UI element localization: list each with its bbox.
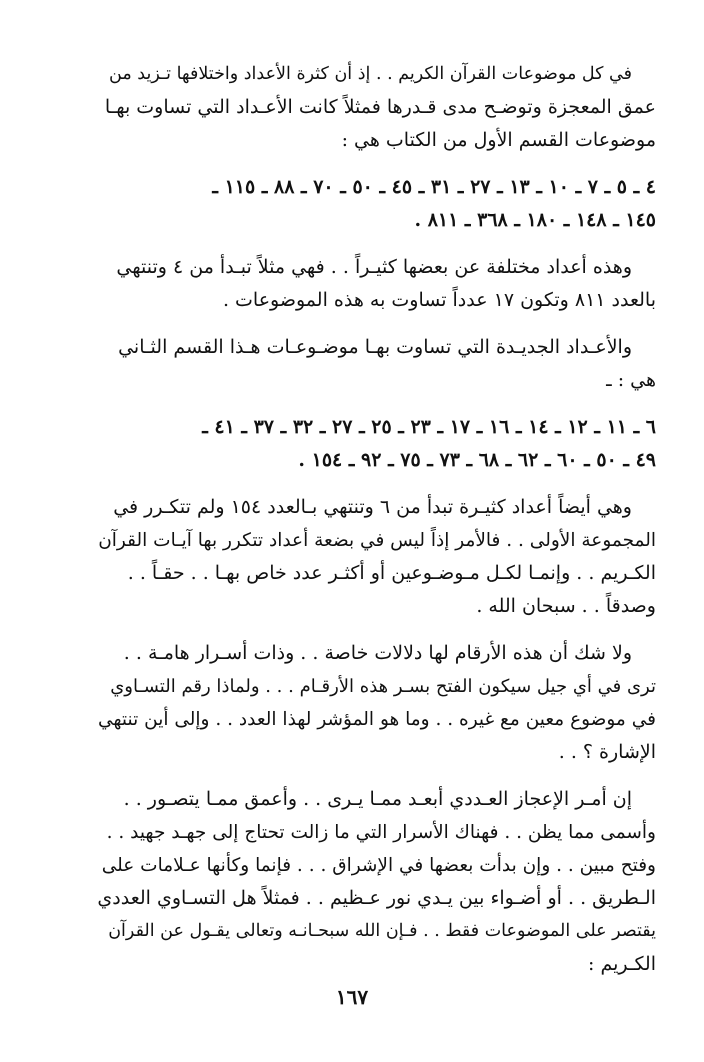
- text-line: الكـريم :: [588, 953, 656, 975]
- paragraph-second-analysis: [96, 491, 656, 623]
- paragraph-numerical-miracle: [96, 783, 656, 981]
- document-page: [96, 58, 656, 1048]
- number-line: ٦ ـ ١١ ـ ١٢ ـ ١٤ ـ ١٦ ـ ١٧ ـ ٢٣ ـ ٢٥ ـ ٢٧ ـ ٣٢ ـ ٣٧ ـ ٤١ ـ: [202, 416, 656, 438]
- number-line: ١٤٥ ـ ١٤٨ ـ ١٨٠ ـ ٣٦٨ ـ ٨١١ .: [414, 209, 656, 231]
- text-line: والأعـداد الجديـدة التي تساوت بهـا موضـوعـات هـذا القسم الثـاني: [118, 336, 632, 358]
- number-list-first-section: [96, 171, 656, 237]
- text-line: ولا شك أن هذه الأرقام لها دلالات خاصة . . وذات أسـرار هامـة . .: [123, 642, 632, 664]
- number-line: ٤٩ ـ ٥٠ ـ ٦٠ ـ ٦٢ ـ ٦٨ ـ ٧٣ ـ ٧٥ ـ ٩٢ ـ ١٥٤ .: [298, 449, 656, 471]
- text-line: عمق المعجزة وتوضـح مدى قـدرها فمثلاً كانت الأعـداد التي تساوت بهـا: [104, 96, 656, 118]
- text-line: بالعدد ٨١١ وتكون ١٧ عدداً تساوت به هذه الموضوعات .: [222, 289, 656, 311]
- text-line: في موضوع معين مع غيره . . وما هو المؤشر لهذا العدد . . وإلى أين تنتهي: [97, 709, 656, 730]
- text-line: وهذه أعداد مختلفة عن بعضها كثيـراً . . فهي مثلاً تبـدأ من ٤ وتنتهي: [116, 256, 632, 278]
- paragraph-second-section-intro: [96, 331, 656, 397]
- text-line: في كل موضوعات القرآن الكريم . . إذ أن كثرة الأعداد واختلافها تـزيد من: [109, 64, 632, 84]
- number-list-second-section: [96, 411, 656, 477]
- text-line: الكـريم . . وإنمـا لكـل مـوضـوعين أو أكثـر عدد خاص بهـا . . حقـاً . .: [127, 562, 656, 584]
- page-number: ١٦٧: [335, 985, 369, 1009]
- text-line: إن أمـر الإعجاز العـددي أبعـد ممـا يـرى . . وأعمق ممـا يتصـور . .: [123, 788, 632, 810]
- text-line: وهي أيضاً أعداد كثيـرة تبدأ من ٦ وتنتهي بـالعدد ١٥٤ ولم تتكـرر في: [113, 496, 632, 518]
- paragraph-intro: [96, 58, 656, 157]
- text-line: وأسمى مما يظن . . فهناك الأسرار التي ما زالت تحتاج إلى جهـد جهيد . .: [106, 822, 656, 843]
- text-line: ترى في أي جيل سيكون الفتح بسـر هذه الأرقـام . . . ولماذا رقم التسـاوي: [110, 676, 656, 697]
- paragraph-significance: [96, 637, 656, 769]
- number-line: ٤ ـ ٥ ـ ٧ ـ ١٠ ـ ١٣ ـ ٢٧ ـ ٣١ ـ ٤٥ ـ ٥٠ ـ ٧٠ ـ ٨٨ ـ ١١٥ ـ: [212, 176, 656, 198]
- text-line: الإشارة ؟ . .: [558, 741, 656, 763]
- text-line: يقتصر على الموضوعات فقط . . فـإن الله سبحـانـه وتعالى يقـول عن القرآن: [108, 921, 656, 941]
- text-line: موضوعات القسم الأول من الكتاب هي :: [341, 129, 656, 151]
- text-line: وفتح مبين . . وإن بدأت بعضها في الإشراق . . . فإنما وكأنها عـلامات على: [101, 855, 656, 876]
- text-line: وصدقاً . . سبحان الله .: [476, 595, 656, 617]
- text-line: هي : ـ: [606, 369, 656, 391]
- text-line: الـطريق . . أو أضـواء بين يـدي نور عـظيم . . فمثلاً هل التسـاوي العددي: [97, 887, 656, 909]
- paragraph-first-analysis: [96, 251, 656, 317]
- text-line: المجموعة الأولى . . فالأمر إذاً ليس في بضعة أعداد تتكرر بها آيـات القرآن: [98, 530, 656, 551]
